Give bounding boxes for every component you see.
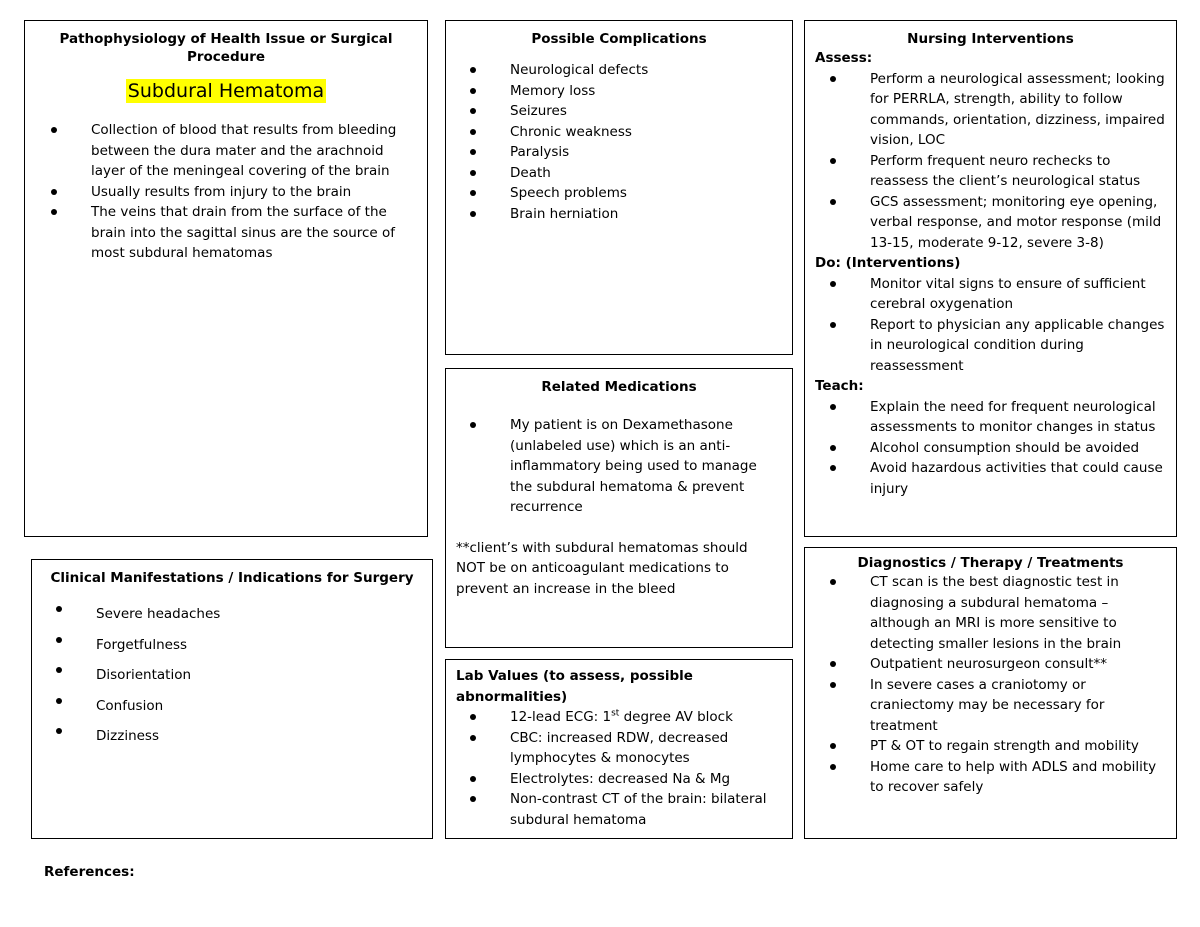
list-item: The veins that drain from the surface of the brain into the sagittal sinus are the source of most subdural hematomas [91, 202, 407, 264]
list-item: Monitor vital signs to ensure of sufficient cerebral oxygenation [870, 274, 1166, 315]
list-item: Speech problems [510, 183, 792, 204]
list-item: Disorientation [96, 660, 432, 691]
nursing-interventions-box [804, 20, 1177, 537]
list-item: Collection of blood that results from bleeding between the dura mater and the arachnoid layer of the meningeal covering of the brain [91, 120, 407, 182]
list-item: Usually results from injury to the brain [91, 182, 407, 203]
list-item: Electrolytes: decreased Na & Mg [510, 769, 778, 790]
ecg-superscript: st [611, 708, 620, 719]
diagnostics-heading: Diagnostics / Therapy / Treatments [857, 555, 1124, 571]
list-item: Perform a neurological assessment; looking for PERRLA, strength, ability to follow commands, orientation, dizziness, impaired vision, LOC [870, 69, 1166, 151]
list-item: Neurological defects [510, 60, 792, 81]
list-item: My patient is on Dexamethasone (unlabeled use) which is an anti-inflammatory being used to manage the subdural hematoma & prevent recurrence [510, 415, 772, 518]
topic-title: Subdural Hematoma [127, 80, 325, 102]
complications-box [445, 20, 793, 355]
list-item: Avoid hazardous activities that could cause injury [870, 458, 1166, 499]
medications-box [445, 368, 793, 648]
list-item: PT & OT to regain strength and mobility [870, 736, 1162, 757]
list-item: Perform frequent neuro rechecks to reassess the client’s neurological status [870, 151, 1166, 192]
complications-heading: Possible Complications [531, 31, 707, 47]
pathophysiology-box [24, 20, 428, 537]
list-item: CBC: increased RDW, decreased lymphocytes & monocytes [510, 728, 778, 769]
assess-label: Assess: [815, 50, 873, 66]
medications-note: **client’s with subdural hematomas should NOT be on anticoagulant medications to prevent an increase in the bleed [456, 539, 748, 597]
list-item: Non-contrast CT of the brain: bilateral subdural hematoma [510, 789, 778, 830]
list-item: Explain the need for frequent neurological assessments to monitor changes in status [870, 397, 1166, 438]
diagnostics-box [804, 547, 1177, 839]
list-item: Brain herniation [510, 204, 792, 225]
list-item: Home care to help with ADLS and mobility to recover safely [870, 757, 1162, 798]
labs-heading: Lab Values (to assess, possible abnormalities) [456, 668, 693, 705]
teach-label: Teach: [815, 378, 864, 394]
nursing-heading: Nursing Interventions [907, 31, 1074, 47]
list-item: Severe headaches [96, 599, 432, 630]
list-item: Report to physician any applicable changes in neurological condition during reassessment [870, 315, 1166, 377]
manifestations-heading: Clinical Manifestations / Indications for Surgery [50, 570, 414, 586]
ecg-text: 12-lead ECG: 1 [510, 709, 612, 725]
list-item: CT scan is the best diagnostic test in diagnosing a subdural hematoma – although an MRI is more sensitive to detecting smaller lesions in the brain [870, 572, 1162, 654]
list-item: Paralysis [510, 142, 792, 163]
do-label: Do: (Interventions) [815, 255, 961, 271]
list-item: Confusion [96, 691, 432, 722]
list-item: Dizziness [96, 721, 432, 752]
list-item: Alcohol consumption should be avoided [870, 438, 1166, 459]
list-item: Seizures [510, 101, 792, 122]
list-item: Outpatient neurosurgeon consult** [870, 654, 1162, 675]
list-item: Forgetfulness [96, 630, 432, 661]
list-item: Chronic weakness [510, 122, 792, 143]
list-item: In severe cases a craniotomy or craniectomy may be necessary for treatment [870, 675, 1162, 737]
medications-heading: Related Medications [541, 379, 697, 395]
lab-values-box [445, 659, 793, 839]
references-label: References: [44, 864, 135, 880]
list-item: Memory loss [510, 81, 792, 102]
clinical-manifestations-box [31, 559, 433, 839]
pathophysiology-heading: Pathophysiology of Health Issue or Surgical Procedure [59, 31, 393, 65]
ecg-text-tail: degree AV block [619, 709, 733, 725]
list-item: GCS assessment; monitoring eye opening, verbal response, and motor response (mild 13-15, moderate 9-12, severe 3-8) [870, 192, 1166, 254]
list-item [510, 707, 778, 728]
list-item: Death [510, 163, 792, 184]
